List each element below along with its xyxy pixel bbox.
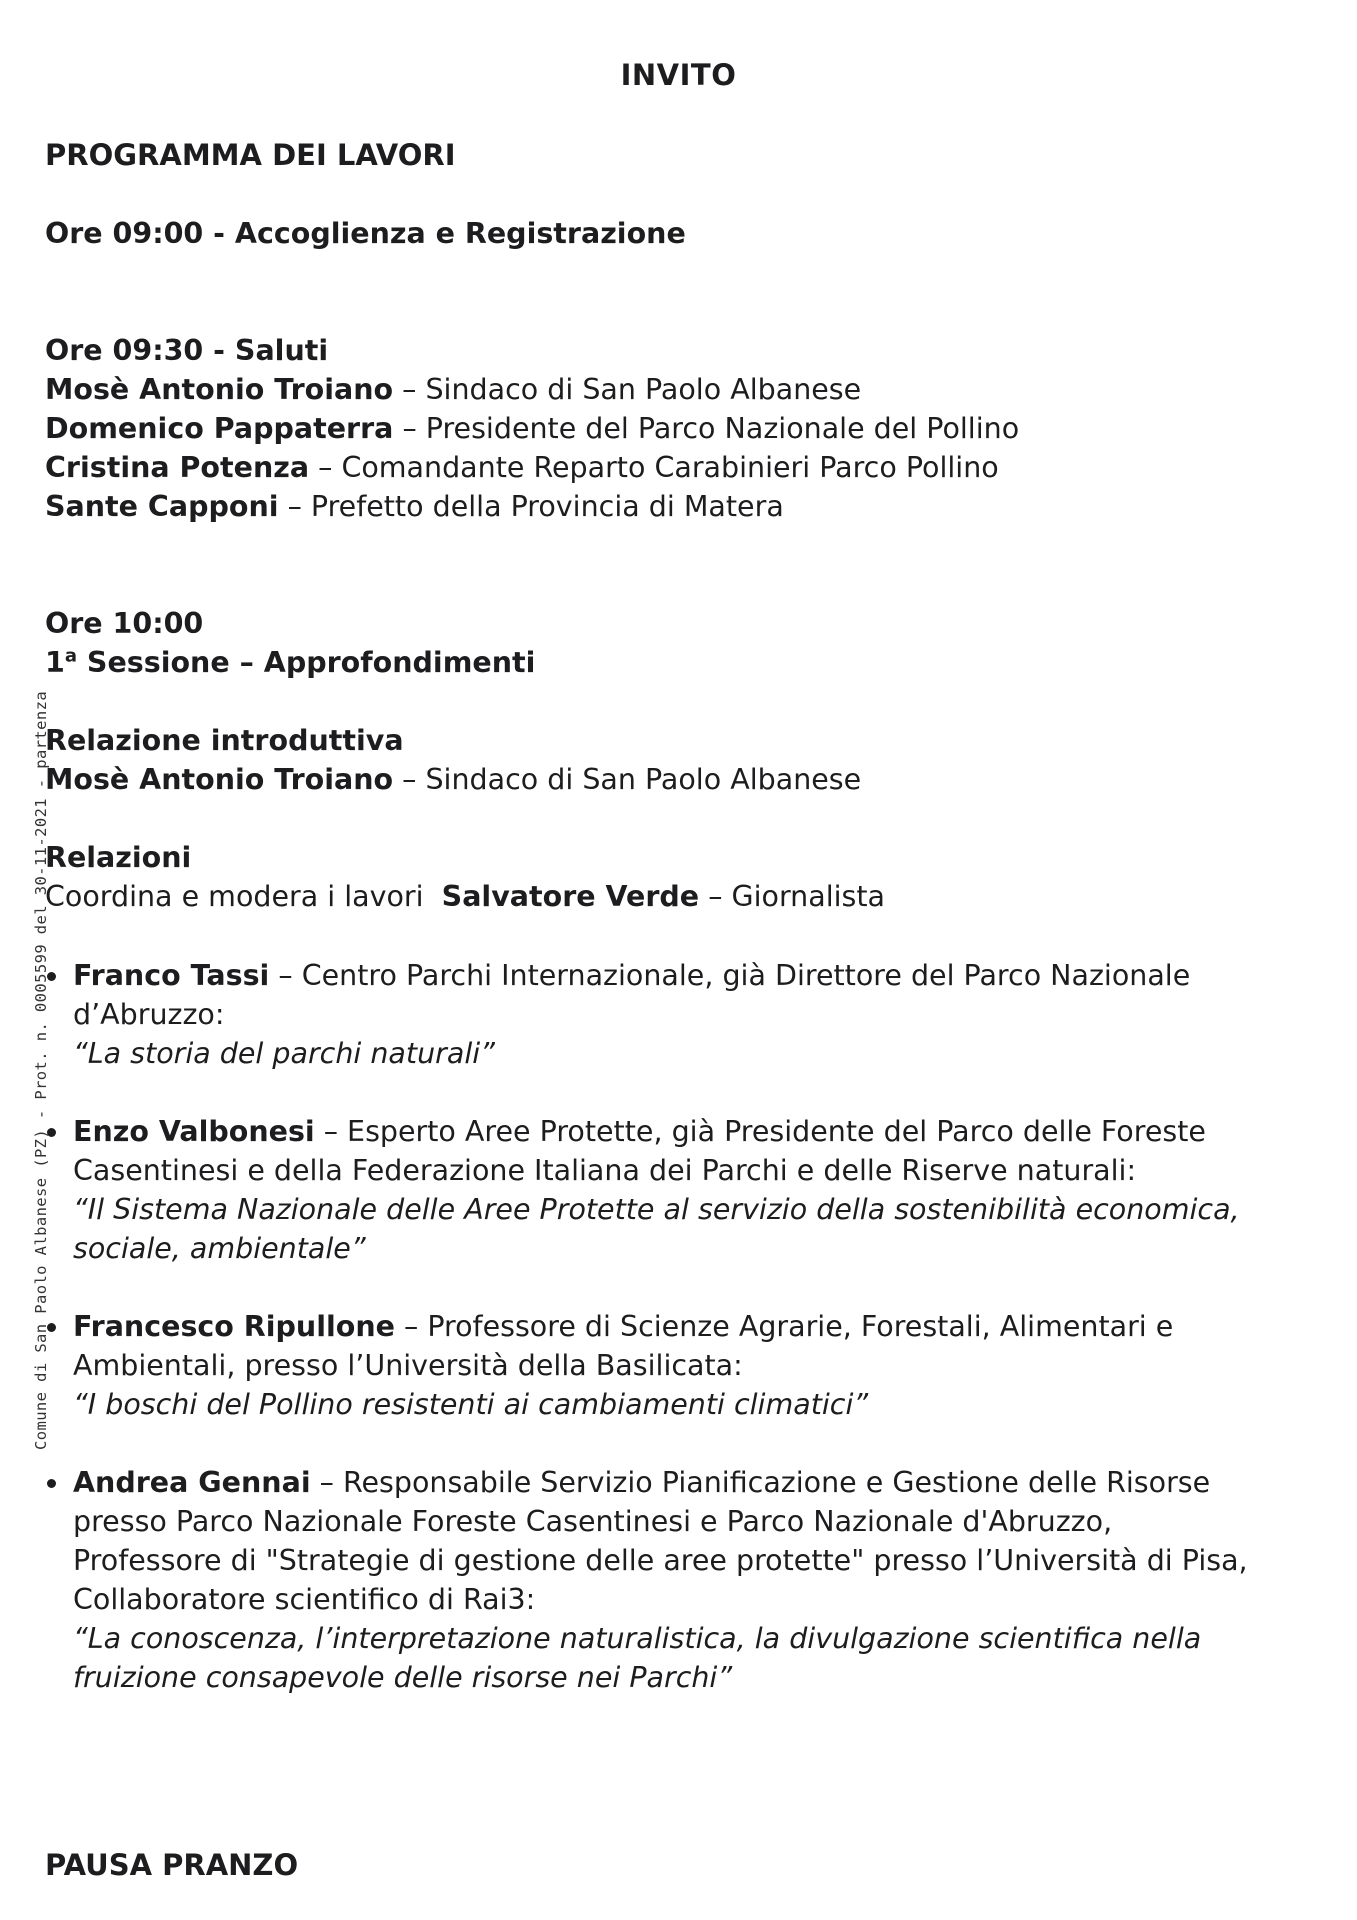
person-role: – Presidente del Parco Nazionale del Pollino [393,412,1020,445]
speaker-name: Francesco Ripullone [73,1310,395,1343]
speaker-desc: presso Parco Nazionale Foreste Casentinesi e Parco Nazionale d'Abruzzo, [73,1505,1113,1538]
speaker-item [45,1463,1275,1697]
speaker-desc: – Professore di Scienze Agrarie, Forestali, Alimentari e [394,1310,1174,1343]
saluti-heading: Ore 09:30 - Saluti [45,334,329,367]
program-content [45,136,1275,1697]
speaker-desc: d’Abruzzo: [73,998,225,1031]
person-name: Mosè Antonio Troiano [45,373,394,406]
moderator-line [45,877,1275,916]
person-name: Sante Capponi [45,490,279,523]
person-name: Cristina Potenza [45,451,310,484]
accoglienza-heading: Ore 09:00 - Accoglienza e Registrazione [45,217,686,250]
saluti-person [45,409,1275,448]
speaker-list [45,956,1275,1697]
relazioni-section [45,838,1275,1697]
moderator-name: Salvatore Verde [441,880,700,913]
speaker-name: Franco Tassi [73,959,270,992]
session-number: 1 [45,646,65,679]
speaker-item [45,1112,1275,1268]
person-name: Domenico Pappaterra [45,412,394,445]
protocol-stamp: Comune di San Paolo Albanese (PZ) - Prot. n. 0005599 del 30-11-2021 - partenza [32,690,50,1450]
speaker-desc: Ambientali, presso l’Università della Basilicata: [73,1349,743,1382]
pausa-heading: PAUSA PRANZO [45,1848,299,1882]
speaker-name: Enzo Valbonesi [73,1115,315,1148]
moderator-role: – Giornalista [699,880,886,913]
session-title-text: Sessione – Approfondimenti [77,646,536,679]
saluti-section [45,331,1275,526]
session-title [45,643,1275,682]
speaker-quote: fruizione consapevole delle risorse nei Parchi” [73,1661,733,1694]
person-name: Mosè Antonio Troiano [45,763,394,796]
speaker-quote: “La storia del parchi naturali” [73,1037,495,1070]
speaker-quote: “I boschi del Pollino resistenti ai cambiamenti climatici” [73,1388,869,1421]
relazioni-heading: Relazioni [45,841,192,874]
speaker-desc: Casentinesi e della Federazione Italiana dei Parchi e delle Riserve naturali: [73,1154,1137,1187]
session-section [45,604,1275,682]
person-role: – Comandante Reparto Carabinieri Parco Pollino [309,451,999,484]
saluti-person [45,487,1275,526]
page-title: INVITO [620,58,737,92]
speaker-item [45,956,1275,1073]
speaker-desc: Collaboratore scientifico di Rai3: [73,1583,536,1616]
intro-section [45,721,1275,799]
saluti-person [45,448,1275,487]
person-role: – Sindaco di San Paolo Albanese [393,763,862,796]
bullet-icon [47,1479,56,1488]
speaker-quote: “Il Sistema Nazionale delle Aree Protette al servizio della sostenibilità economica, [73,1193,1240,1226]
speaker-desc: – Esperto Aree Protette, già Presidente del Parco delle Foreste [314,1115,1206,1148]
speaker-desc: – Centro Parchi Internazionale, già Direttore del Parco Nazionale [269,959,1191,992]
saluti-person [45,370,1275,409]
person-role: – Sindaco di San Paolo Albanese [393,373,862,406]
intro-person [45,760,1275,799]
speaker-name: Andrea Gennai [73,1466,311,1499]
session-time: Ore 10:00 [45,607,204,640]
moderator-prefix: Coordina e modera i lavori [45,880,442,913]
session-ordinal: a [64,645,77,667]
speaker-desc: Professore di "Strategie di gestione delle aree protette" presso l’Università di Pisa, [73,1544,1248,1577]
speaker-desc: – Responsabile Servizio Pianificazione e Gestione delle Risorse [310,1466,1211,1499]
person-role: – Prefetto della Provincia di Matera [278,490,784,523]
speaker-quote: sociale, ambientale” [73,1232,366,1265]
program-heading: PROGRAMMA DEI LAVORI [45,138,456,172]
speaker-quote: “La conoscenza, l’interpretazione naturalistica, la divulgazione scientifica nella [73,1622,1202,1655]
intro-heading: Relazione introduttiva [45,724,404,757]
speaker-item [45,1307,1275,1424]
